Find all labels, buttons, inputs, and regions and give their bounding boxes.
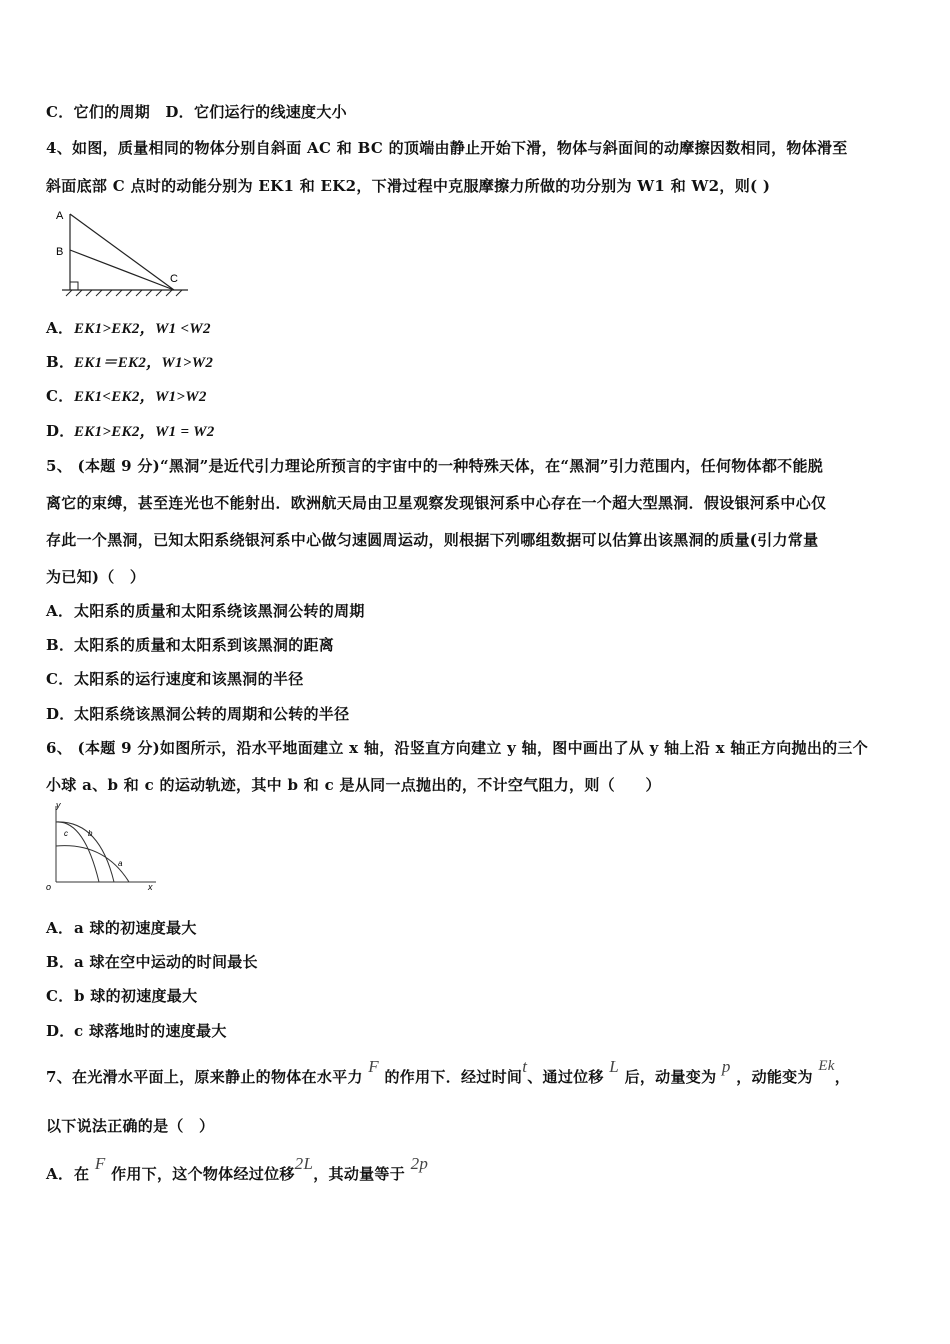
q6-figure-label-o: o xyxy=(46,882,52,892)
q7-math-t: t xyxy=(522,1057,528,1076)
q6-stem-line-1: 6、 (本题 9 分)如图所示，沿水平地面建立 x 轴，沿竖直方向建立 y 轴，图中画出了从 y 轴上沿 x 轴正方向抛出的三个 xyxy=(46,739,869,757)
option-text: 太阳系的运行速度和该黑洞的半径 xyxy=(74,670,304,688)
option-label: B． xyxy=(46,953,75,971)
option-label: D． xyxy=(46,1022,75,1040)
q5-stem-line-2: 离它的束缚，甚至连光也不能射出．欧洲航天局由卫星观察发现银河系中心存在一个超大型黑洞．假设银河系中心仅 xyxy=(46,494,827,512)
q7-stem-part: 的作用下．经过时间 xyxy=(384,1068,523,1086)
q7-stem-part: 后，动量变为 xyxy=(624,1068,717,1086)
q4-stem-line-1: 4、如图，质量相同的物体分别自斜面 AC 和 BC 的顶端由静止开始下滑，物体与斜面间的动摩擦因数相同，物体滑至 xyxy=(46,139,848,157)
option-label: A． xyxy=(46,602,74,620)
q7-math-p: p xyxy=(721,1057,731,1076)
option-text: 太阳系绕该黑洞公转的周期和公转的半径 xyxy=(74,705,350,723)
q5-option-d xyxy=(46,703,349,724)
q6-stem-line-2: 小球 a、b 和 c 的运动轨迹，其中 b 和 c 是从同一点抛出的，不计空气阻力，则（ ） xyxy=(46,776,661,794)
q4-figure-label-b: B xyxy=(56,246,64,258)
option-text: a 球在空中运动的时间最长 xyxy=(74,953,258,971)
option-text: EK1＝EK2，W1>W2 xyxy=(74,355,214,371)
q7-stem-line-2: 以下说法正确的是（ ） xyxy=(46,1117,215,1135)
q6-trajectory-figure xyxy=(44,802,164,894)
q6-figure-label-y: y xyxy=(56,802,61,810)
q6-option-d xyxy=(46,1020,227,1041)
option-label: A． xyxy=(46,919,74,937)
q5-option-b xyxy=(46,634,334,655)
q5-stem-line-1: 5、 (本题 9 分)“黑洞”是近代引力理论所预言的宇宙中的一种特殊天体，在“黑洞”引力范围内，任何物体都不能脱 xyxy=(46,457,824,475)
option-label: D． xyxy=(46,705,75,723)
q7-math-Ek: Ek xyxy=(818,1058,835,1074)
option-text-part: 作用下，这个物体经过位移 xyxy=(111,1165,295,1183)
q6-option-a xyxy=(46,917,197,938)
q5-option-a xyxy=(46,600,365,621)
q4-option-c xyxy=(46,385,207,406)
option-text: a 球的初速度最大 xyxy=(74,919,197,937)
option-text: c 球落地时的速度最大 xyxy=(74,1022,227,1040)
q4-figure-label-c: C xyxy=(170,273,178,285)
option-text-part: 在 xyxy=(74,1165,90,1183)
option-label: A． xyxy=(46,319,74,337)
q7-option-a xyxy=(46,1154,429,1184)
q7-opt-math-2p: 2p xyxy=(410,1154,429,1173)
q7-stem-part: 、通过位移 xyxy=(527,1068,604,1086)
q7-stem-part: ，动能变为 xyxy=(736,1068,813,1086)
option-label: B． xyxy=(46,353,75,371)
q7-math-L: L xyxy=(609,1057,620,1076)
q5-option-c xyxy=(46,668,304,689)
option-text: 太阳系的质量和太阳系到该黑洞的距离 xyxy=(74,636,335,654)
option-text: b 球的初速度最大 xyxy=(74,987,198,1005)
option-text: EK1>EK2，W1 <W2 xyxy=(74,321,211,337)
q3-options-tail: C．它们的周期 D．它们运行的线速度大小 xyxy=(46,103,347,121)
option-label: D． xyxy=(46,422,75,440)
q7-stem-part: ， xyxy=(834,1068,851,1086)
q6-option-b xyxy=(46,951,258,972)
q6-figure-label-a: a xyxy=(118,859,123,868)
q6-figure-label-b: b xyxy=(88,829,93,838)
q5-stem-line-3: 存此一个黑洞，已知太阳系绕银河系中心做匀速圆周运动，则根据下列哪组数据可以估算出该黑洞的质量(引力常量 xyxy=(46,531,819,549)
option-label: B． xyxy=(46,636,75,654)
q7-stem-line-1 xyxy=(46,1057,851,1087)
q6-figure-label-x: x xyxy=(148,882,153,892)
option-text: EK1>EK2，W1 = W2 xyxy=(74,424,215,440)
q4-stem-line-2: 斜面底部 C 点时的动能分别为 EK1 和 EK2，下滑过程中克服摩擦力所做的功分别为 W1 和 W2，则( ) xyxy=(46,177,771,195)
q5-stem-line-4: 为已知)（ ） xyxy=(46,568,146,586)
q6-option-c xyxy=(46,985,197,1006)
q4-figure-label-a: A xyxy=(56,210,64,222)
q4-incline-figure xyxy=(52,206,192,298)
q4-option-a xyxy=(46,317,211,338)
q7-stem-part: 7、在光滑水平面上，原来静止的物体在水平力 xyxy=(46,1068,363,1086)
option-text: EK1<EK2，W1>W2 xyxy=(74,389,207,405)
option-text-part: ，其动量等于 xyxy=(313,1165,406,1183)
option-label: C． xyxy=(46,387,74,405)
q4-option-b xyxy=(46,351,213,372)
option-label: C． xyxy=(46,670,74,688)
q4-option-d xyxy=(46,420,215,441)
option-label: C． xyxy=(46,987,74,1005)
option-label: A． xyxy=(46,1165,74,1183)
q7-opt-math-F: F xyxy=(94,1154,106,1173)
q6-figure-label-c: c xyxy=(64,829,68,838)
q7-opt-math-2L: 2L xyxy=(294,1154,314,1173)
option-text: 太阳系的质量和太阳系绕该黑洞公转的周期 xyxy=(74,602,365,620)
q7-math-F: F xyxy=(368,1057,379,1076)
